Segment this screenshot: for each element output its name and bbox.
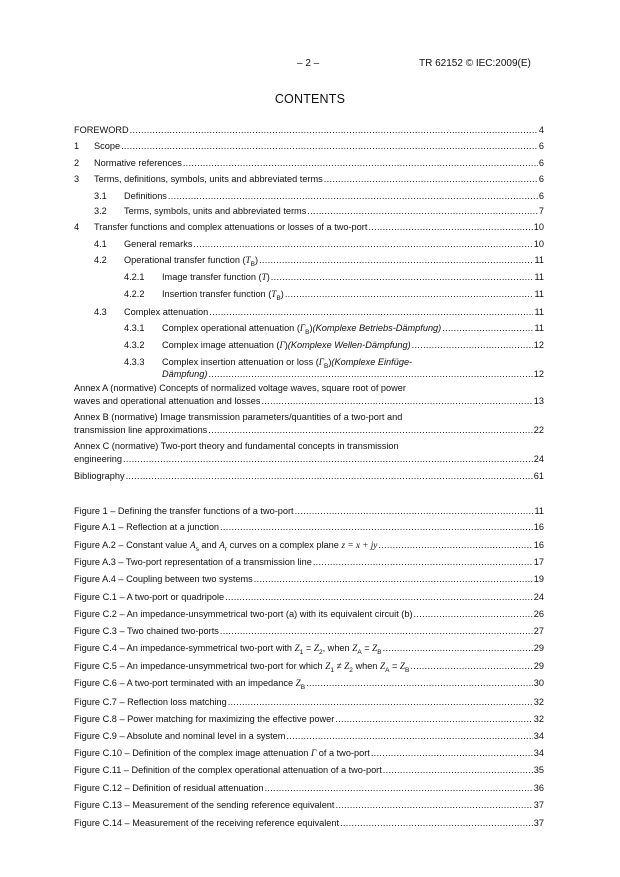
figure-title bbox=[74, 731, 285, 742]
figure-title bbox=[74, 540, 377, 555]
toc-title-text: Terms, definitions, symbols, units and abbreviated terms bbox=[94, 174, 323, 184]
figure-title bbox=[74, 714, 334, 725]
figure-title-text: Figure C.1 – A two-port or quadripole bbox=[74, 592, 225, 602]
toc-number: 3 bbox=[74, 174, 80, 184]
symbol-subscript: A bbox=[385, 666, 390, 674]
annex-title-continued: waves and operational attenuation and losses bbox=[74, 396, 261, 406]
math-symbol: Z bbox=[325, 661, 331, 671]
figure-entry bbox=[74, 731, 544, 742]
figure-title bbox=[74, 783, 263, 794]
figure-entry bbox=[74, 522, 544, 533]
toc-title bbox=[162, 289, 284, 304]
symbol-subscript: 1 bbox=[330, 666, 334, 674]
figure-title bbox=[74, 748, 370, 759]
figure-page: 32 bbox=[533, 714, 544, 724]
toc-page: 11 bbox=[534, 272, 544, 282]
figure-title-text: Figure A.3 – Two-port representation of a transmission line bbox=[74, 557, 312, 567]
leader-dots bbox=[261, 396, 532, 407]
leader-dots bbox=[228, 697, 533, 708]
toc-entry bbox=[74, 222, 544, 233]
figure-title-text: Figure C.8 – Power matching for maximizing the effective power bbox=[74, 714, 335, 724]
toc-number: 4.1 bbox=[94, 239, 107, 249]
symbol-subscript: 1 bbox=[299, 648, 304, 656]
figure-entry bbox=[74, 800, 544, 811]
annex-title: Annex A (normative) Concepts of normalized voltage waves, square root of power bbox=[74, 383, 406, 393]
figure-title-text: of a two-port bbox=[316, 748, 370, 758]
leader-dots bbox=[313, 557, 533, 568]
figure-title-text: Figure C.4 – An impedance-symmetrical two-port with bbox=[74, 643, 295, 653]
figure-title-text: curves on a complex plane bbox=[227, 540, 342, 550]
figure-page: 34 bbox=[533, 748, 544, 758]
toc-entry bbox=[94, 239, 544, 250]
toc-page: 11 bbox=[534, 255, 544, 265]
leader-dots bbox=[259, 255, 533, 266]
symbol-subscript: B bbox=[377, 648, 382, 656]
german-term: (Komplexe Einfüge- bbox=[331, 357, 413, 367]
page-number: – 2 – bbox=[297, 58, 320, 69]
leader-dots bbox=[208, 425, 532, 436]
figure-entry bbox=[74, 714, 544, 725]
figure-title-text: Figure C.10 – Definition of the complex image attenuation bbox=[74, 748, 311, 758]
figure-title bbox=[74, 800, 334, 811]
toc-entry bbox=[94, 307, 544, 318]
toc-title-text: ) bbox=[266, 272, 270, 282]
math-symbol: Γ bbox=[310, 748, 317, 758]
toc-number: 4.3 bbox=[94, 307, 107, 317]
leader-dots bbox=[193, 239, 532, 250]
toc-title-text: Complex operational attenuation ( bbox=[162, 323, 300, 333]
symbol-subscript: r bbox=[224, 545, 228, 553]
annex-title-continued: engineering bbox=[74, 454, 123, 464]
toc-entry bbox=[94, 191, 544, 202]
toc-entry bbox=[124, 289, 544, 304]
figure-entry bbox=[74, 557, 544, 568]
figure-page: 26 bbox=[533, 609, 544, 619]
toc-title-text: Scope bbox=[94, 141, 121, 151]
symbol-subscript: B bbox=[276, 294, 281, 302]
figure-entry bbox=[74, 748, 544, 759]
annex-title-continued: transmission line approximations bbox=[74, 425, 208, 435]
figure-title-text: Figure C.3 – Two chained two-ports bbox=[74, 626, 219, 636]
leader-dots bbox=[126, 471, 533, 482]
leader-dots bbox=[378, 540, 532, 551]
leader-dots bbox=[335, 714, 533, 725]
leader-dots bbox=[306, 678, 533, 689]
toc-title-text: ) bbox=[328, 357, 332, 367]
math-symbol: Γ bbox=[318, 357, 325, 367]
leader-dots bbox=[410, 661, 532, 672]
figure-title bbox=[74, 661, 409, 676]
toc-title-text: FOREWORD bbox=[74, 125, 129, 135]
leader-dots bbox=[264, 783, 532, 794]
figure-page: 29 bbox=[533, 661, 544, 671]
math-symbol: Z bbox=[294, 643, 300, 653]
math-symbol: Z bbox=[399, 661, 406, 671]
figure-title-text: Figure C.12 – Definition of residual attenuation bbox=[74, 783, 264, 793]
figure-title-text: when bbox=[352, 661, 380, 671]
document-reference: TR 62152 © IEC:2009(E) bbox=[419, 58, 531, 69]
figure-title bbox=[74, 574, 253, 585]
figure-title bbox=[74, 506, 294, 517]
figure-title-text: Figure A.1 – Reflection at a junction bbox=[74, 522, 220, 532]
toc-page: 61 bbox=[533, 471, 544, 481]
figure-entry bbox=[74, 697, 544, 708]
figure-page: 24 bbox=[533, 592, 544, 602]
leader-dots bbox=[285, 289, 534, 300]
figure-entry bbox=[74, 678, 544, 693]
toc-title-text: Insertion transfer function ( bbox=[162, 289, 272, 299]
german-term: Dämpfung) bbox=[162, 369, 208, 379]
toc-number: 4.2.1 bbox=[124, 272, 145, 282]
toc-number: 4.3.3 bbox=[124, 357, 145, 367]
toc-title-text: ) bbox=[284, 340, 288, 350]
figure-page: 37 bbox=[533, 800, 544, 810]
page-title: CONTENTS bbox=[274, 92, 346, 106]
math-symbol: Z bbox=[344, 661, 350, 671]
figure-page: 16 bbox=[533, 522, 544, 532]
toc-page: 6 bbox=[538, 141, 544, 151]
toc-page: 10 bbox=[533, 239, 544, 249]
math-symbol: T bbox=[245, 255, 251, 265]
toc-title-text: Terms, symbols, units and abbreviated terms bbox=[124, 206, 307, 216]
figure-entry bbox=[74, 592, 544, 603]
figure-page: 17 bbox=[533, 557, 544, 567]
toc-title-text: General remarks bbox=[124, 239, 193, 249]
math-symbol: Z bbox=[352, 643, 358, 653]
leader-dots bbox=[383, 765, 533, 776]
toc-title-text: ) bbox=[280, 289, 284, 299]
toc-page: 22 bbox=[533, 425, 544, 435]
figure-title bbox=[74, 522, 219, 533]
toc-entry bbox=[74, 141, 544, 152]
figure-entry bbox=[74, 506, 544, 517]
toc-number: 2 bbox=[74, 158, 80, 168]
figure-title bbox=[74, 697, 227, 708]
toc-entry bbox=[124, 340, 544, 351]
figure-title-text: Figure A.2 – Constant value bbox=[74, 540, 190, 550]
toc-entry bbox=[74, 174, 544, 185]
figure-page: 19 bbox=[533, 574, 544, 584]
figure-title-text: Figure C.5 – An impedance-unsymmetrical two-port for which bbox=[74, 661, 326, 671]
figure-title bbox=[74, 678, 305, 693]
leader-dots bbox=[271, 272, 534, 283]
figure-title bbox=[74, 643, 382, 658]
toc-title bbox=[124, 239, 192, 250]
leader-dots bbox=[209, 307, 533, 318]
toc-page: 11 bbox=[534, 323, 544, 333]
toc-number: 4.2.2 bbox=[124, 289, 145, 299]
leader-dots bbox=[208, 369, 532, 380]
figure-title-text: Figure 1 – Defining the transfer functions of a two-port bbox=[74, 506, 294, 516]
figure-page: 30 bbox=[533, 678, 544, 688]
toc-title-text: Complex attenuation bbox=[124, 307, 209, 317]
figure-title-text: Figure C.13 – Measurement of the sending reference equivalent bbox=[74, 800, 335, 810]
figure-title-text: Figure C.9 – Absolute and nominal level in a system bbox=[74, 731, 286, 741]
figure-page: 16 bbox=[533, 540, 544, 550]
figure-title-text: Figure C.2 – An impedance-unsymmetrical two-port (a) with its equivalent circuit (b) bbox=[74, 609, 413, 619]
toc-title-text: Complex image attenuation ( bbox=[162, 340, 280, 350]
symbol-subscript: 2 bbox=[349, 666, 353, 674]
figure-title-text: and bbox=[198, 540, 220, 550]
toc-title-text: Transfer functions and complex attenuations or losses of a two-port bbox=[94, 222, 368, 232]
toc-title-text: Normative references bbox=[94, 158, 182, 168]
leader-dots bbox=[442, 323, 533, 334]
toc-title bbox=[94, 174, 323, 185]
toc-title-text: ) bbox=[255, 255, 259, 265]
leader-dots bbox=[220, 522, 533, 533]
toc-number: 4.3.2 bbox=[124, 340, 145, 350]
figure-title-text: Figure C.7 – Reflection loss matching bbox=[74, 697, 227, 707]
figure-title bbox=[74, 765, 382, 776]
math-equation: z = x + jy bbox=[341, 540, 378, 550]
figure-entry bbox=[74, 609, 544, 620]
figure-entry bbox=[74, 626, 544, 637]
leader-dots bbox=[383, 643, 533, 654]
annex-title: Annex B (normative) Image transmission parameters/quantities of a two-port and bbox=[74, 412, 403, 422]
figure-page: 11 bbox=[534, 506, 544, 516]
figure-title-text: Figure C.14 – Measurement of the receiving reference equivalent bbox=[74, 818, 340, 828]
figure-page: 35 bbox=[533, 765, 544, 775]
toc-entry bbox=[124, 323, 544, 338]
toc-page: 13 bbox=[533, 396, 544, 406]
figure-title bbox=[74, 557, 312, 568]
toc-entry bbox=[74, 158, 544, 169]
figure-title-text: = bbox=[361, 643, 373, 653]
toc-page: 6 bbox=[538, 158, 544, 168]
toc-title bbox=[124, 206, 306, 217]
figure-entry bbox=[74, 540, 544, 555]
annex-entry bbox=[74, 425, 544, 436]
toc-page: 10 bbox=[533, 222, 544, 232]
leader-dots bbox=[121, 141, 538, 152]
leader-dots bbox=[254, 574, 533, 585]
figure-title-text: Figure A.4 – Coupling between two systems bbox=[74, 574, 253, 584]
annex-entry bbox=[74, 454, 544, 465]
toc-title bbox=[74, 125, 129, 136]
toc-page: 11 bbox=[534, 307, 544, 317]
toc-title bbox=[94, 141, 120, 152]
figure-entry bbox=[74, 661, 544, 676]
toc-entry bbox=[94, 255, 544, 270]
toc-title bbox=[124, 191, 167, 202]
leader-dots bbox=[168, 191, 538, 202]
toc-title-text: Complex insertion attenuation or loss ( bbox=[162, 357, 319, 367]
figure-page: 29 bbox=[533, 643, 544, 653]
toc-page: 11 bbox=[534, 289, 544, 299]
figure-page: 27 bbox=[533, 626, 544, 636]
toc-title bbox=[162, 272, 270, 283]
toc-title bbox=[162, 340, 411, 351]
annex-entry bbox=[74, 396, 544, 407]
bibliography-entry bbox=[74, 471, 544, 482]
math-symbol: Γ bbox=[299, 323, 306, 333]
math-symbol: T bbox=[261, 272, 267, 282]
figure-title-text: = bbox=[303, 643, 314, 653]
toc-page: 7 bbox=[538, 206, 544, 216]
toc-title bbox=[94, 158, 182, 169]
toc-title bbox=[94, 222, 367, 233]
symbol-subscript: 2 bbox=[318, 648, 323, 656]
figure-page: 32 bbox=[533, 697, 544, 707]
leader-dots bbox=[295, 506, 534, 517]
toc-number: 1 bbox=[74, 141, 80, 151]
toc-page: 24 bbox=[533, 454, 544, 464]
leader-dots bbox=[286, 731, 532, 742]
leader-dots bbox=[412, 340, 533, 351]
leader-dots bbox=[307, 206, 538, 217]
math-symbol: Z bbox=[372, 643, 378, 653]
toc-title bbox=[124, 255, 258, 270]
leader-dots bbox=[340, 818, 533, 829]
toc-entry bbox=[94, 206, 544, 217]
toc-page: 4 bbox=[538, 125, 544, 135]
leader-dots bbox=[414, 609, 533, 620]
symbol-subscript: B bbox=[324, 362, 329, 370]
figure-entry bbox=[74, 818, 544, 829]
symbol-subscript: B bbox=[250, 260, 256, 268]
toc-title-text: Image transfer function ( bbox=[162, 272, 262, 282]
toc-title-text: Definitions bbox=[124, 191, 167, 201]
leader-dots bbox=[183, 158, 538, 169]
figure-entry bbox=[74, 765, 544, 776]
toc-page: 12 bbox=[533, 340, 544, 350]
figure-title-text: , when bbox=[322, 643, 353, 653]
figure-title-text: = bbox=[389, 661, 400, 671]
figure-page: 37 bbox=[533, 818, 544, 828]
leader-dots bbox=[324, 174, 538, 185]
figure-page: 34 bbox=[533, 731, 544, 741]
toc-number: 3.1 bbox=[94, 191, 107, 201]
figure-entry bbox=[74, 643, 544, 658]
symbol-subscript: A bbox=[357, 648, 362, 656]
toc-title-text: Operational transfer function ( bbox=[124, 255, 246, 265]
toc-title-text: ) bbox=[309, 323, 313, 333]
figure-title-text: ≠ bbox=[333, 661, 345, 671]
toc-entry bbox=[74, 125, 544, 136]
leader-dots bbox=[335, 800, 532, 811]
symbol-subscript: B bbox=[405, 666, 410, 674]
toc-page: 6 bbox=[538, 174, 544, 184]
math-symbol: Z bbox=[379, 661, 386, 671]
annex-title: Annex C (normative) Two-port theory and fundamental concepts in transmission bbox=[74, 441, 399, 451]
math-symbol: Γ bbox=[279, 340, 285, 350]
figure-title-text: Figure C.6 – A two-port terminated with an impedance bbox=[74, 678, 296, 688]
leader-dots bbox=[368, 222, 532, 233]
toc-title bbox=[124, 307, 208, 318]
toc-entry-continued bbox=[162, 369, 544, 380]
symbol-subscript: s bbox=[195, 545, 199, 553]
math-symbol: A bbox=[189, 540, 196, 550]
figure-title bbox=[74, 609, 413, 620]
math-symbol: Z bbox=[313, 643, 319, 653]
annex-title-continued: Bibliography bbox=[74, 471, 125, 481]
figure-page: 36 bbox=[533, 783, 544, 793]
figure-title bbox=[74, 818, 339, 829]
figure-entry bbox=[74, 783, 544, 794]
leader-dots bbox=[371, 748, 533, 759]
leader-dots bbox=[225, 592, 533, 603]
figure-title bbox=[74, 626, 219, 637]
symbol-subscript: B bbox=[300, 683, 306, 691]
toc-number: 4.2 bbox=[94, 255, 107, 265]
math-symbol: T bbox=[271, 289, 277, 299]
toc-number: 4 bbox=[74, 222, 80, 232]
math-symbol: Z bbox=[295, 678, 301, 688]
math-symbol: A bbox=[219, 540, 225, 550]
leader-dots bbox=[123, 454, 533, 465]
symbol-subscript: B bbox=[305, 328, 310, 336]
toc-title bbox=[162, 323, 441, 338]
toc-number: 3.2 bbox=[94, 206, 107, 216]
german-term: (Komplexe Wellen-Dämpfung) bbox=[287, 340, 411, 350]
toc-number: 4.3.1 bbox=[124, 323, 145, 333]
leader-dots bbox=[130, 125, 538, 136]
toc-page: 6 bbox=[538, 191, 544, 201]
toc-page: 12 bbox=[533, 369, 544, 379]
leader-dots bbox=[220, 626, 533, 637]
toc-entry bbox=[124, 272, 544, 283]
german-term: (Komplexe Betriebs-Dämpfung) bbox=[312, 323, 442, 333]
figure-title-text: Figure C.11 – Definition of the complex operational attenuation of a two-port bbox=[74, 765, 382, 775]
figure-entry bbox=[74, 574, 544, 585]
figure-title bbox=[74, 592, 224, 603]
